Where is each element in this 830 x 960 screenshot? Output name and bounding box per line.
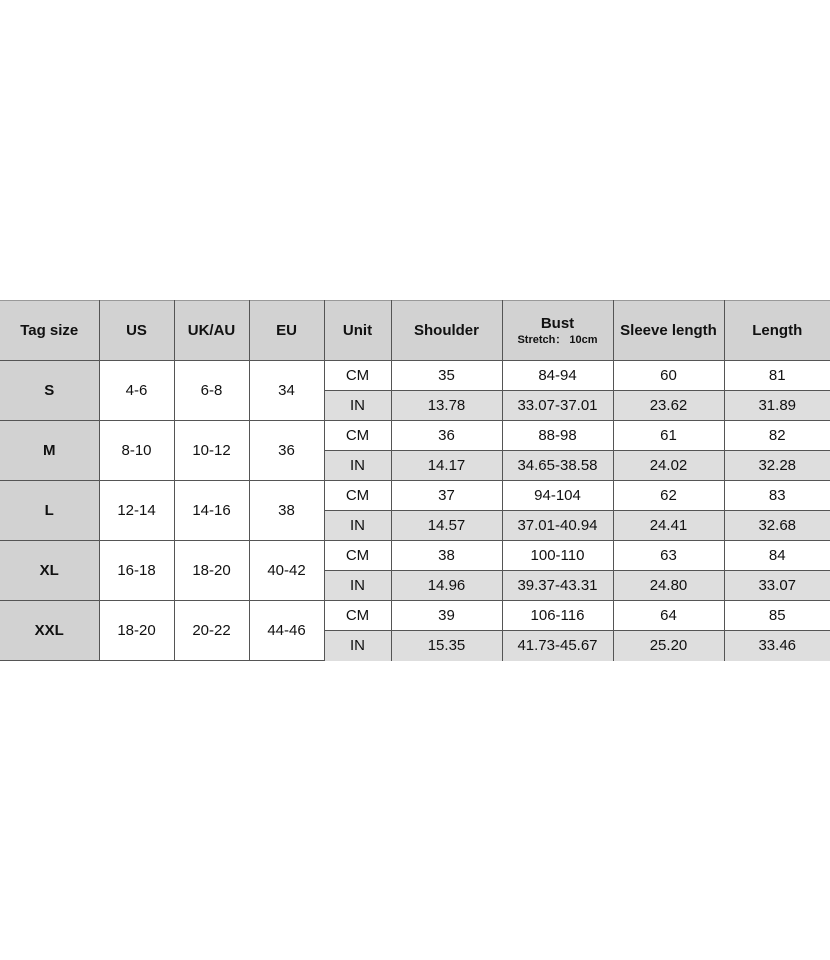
uk-au-size-cell: 6-8 [174,361,249,421]
length-cell: 84 [724,541,830,571]
shoulder-cell: 38 [391,541,502,571]
sleeve-length-cell: 60 [613,361,724,391]
sleeve-length-cell: 25.20 [613,631,724,661]
unit-cell: CM [324,601,391,631]
bust-cell: 84-94 [502,361,613,391]
unit-cell: CM [324,361,391,391]
length-cell: 33.07 [724,571,830,601]
unit-cell: CM [324,481,391,511]
shoulder-cell: 14.17 [391,451,502,481]
unit-cell: IN [324,631,391,661]
header-shoulder: Shoulder [391,301,502,361]
table-row [0,601,830,631]
unit-cell: IN [324,571,391,601]
header-row [0,301,830,361]
length-cell: 32.68 [724,511,830,541]
bust-cell: 34.65-38.58 [502,451,613,481]
unit-cell: CM [324,541,391,571]
uk-au-size-cell: 20-22 [174,601,249,661]
eu-size-cell: 36 [249,421,324,481]
sleeve-length-cell: 64 [613,601,724,631]
table-row [0,481,830,511]
shoulder-cell: 15.35 [391,631,502,661]
header-eu: EU [249,301,324,361]
bust-cell: 100-110 [502,541,613,571]
sleeve-length-cell: 24.41 [613,511,724,541]
tag-size-cell: S [0,361,99,421]
header-unit: Unit [324,301,391,361]
shoulder-cell: 39 [391,601,502,631]
length-cell: 33.46 [724,631,830,661]
uk-au-size-cell: 10-12 [174,421,249,481]
shoulder-cell: 13.78 [391,391,502,421]
us-size-cell: 12-14 [99,481,174,541]
size-chart-table [0,300,830,661]
tag-size-cell: XL [0,541,99,601]
table-row [0,421,830,451]
us-size-cell: 8-10 [99,421,174,481]
length-cell: 31.89 [724,391,830,421]
eu-size-cell: 38 [249,481,324,541]
header-length: Length [724,301,830,361]
bust-cell: 39.37-43.31 [502,571,613,601]
length-cell: 83 [724,481,830,511]
unit-cell: IN [324,451,391,481]
us-size-cell: 18-20 [99,601,174,661]
table-row [0,541,830,571]
shoulder-cell: 14.96 [391,571,502,601]
length-cell: 85 [724,601,830,631]
tag-size-cell: M [0,421,99,481]
header-tag-size: Tag size [0,301,99,361]
shoulder-cell: 14.57 [391,511,502,541]
header-uk-au: UK/AU [174,301,249,361]
eu-size-cell: 40-42 [249,541,324,601]
sleeve-length-cell: 63 [613,541,724,571]
eu-size-cell: 34 [249,361,324,421]
uk-au-size-cell: 14-16 [174,481,249,541]
unit-cell: CM [324,421,391,451]
table-row [0,361,830,391]
header-us: US [99,301,174,361]
shoulder-cell: 36 [391,421,502,451]
length-cell: 81 [724,361,830,391]
bust-cell: 41.73-45.67 [502,631,613,661]
header-sleeve-length: Sleeve length [613,301,724,361]
header-bust-title: Bust [540,314,575,332]
sleeve-length-cell: 62 [613,481,724,511]
tag-size-cell: XXL [0,601,99,661]
shoulder-cell: 35 [391,361,502,391]
bust-cell: 94-104 [502,481,613,511]
tag-size-cell: L [0,481,99,541]
length-cell: 32.28 [724,451,830,481]
sleeve-length-cell: 24.80 [613,571,724,601]
unit-cell: IN [324,511,391,541]
eu-size-cell: 44-46 [249,601,324,661]
sleeve-length-cell: 24.02 [613,451,724,481]
uk-au-size-cell: 18-20 [174,541,249,601]
unit-cell: IN [324,391,391,421]
sleeve-length-cell: 23.62 [613,391,724,421]
header-bust-stretch-note: Stretch： 10cm [517,333,598,346]
shoulder-cell: 37 [391,481,502,511]
us-size-cell: 4-6 [99,361,174,421]
sleeve-length-cell: 61 [613,421,724,451]
bust-cell: 88-98 [502,421,613,451]
bust-cell: 33.07-37.01 [502,391,613,421]
us-size-cell: 16-18 [99,541,174,601]
bust-cell: 106-116 [502,601,613,631]
bust-cell: 37.01-40.94 [502,511,613,541]
header-bust [502,301,613,361]
length-cell: 82 [724,421,830,451]
